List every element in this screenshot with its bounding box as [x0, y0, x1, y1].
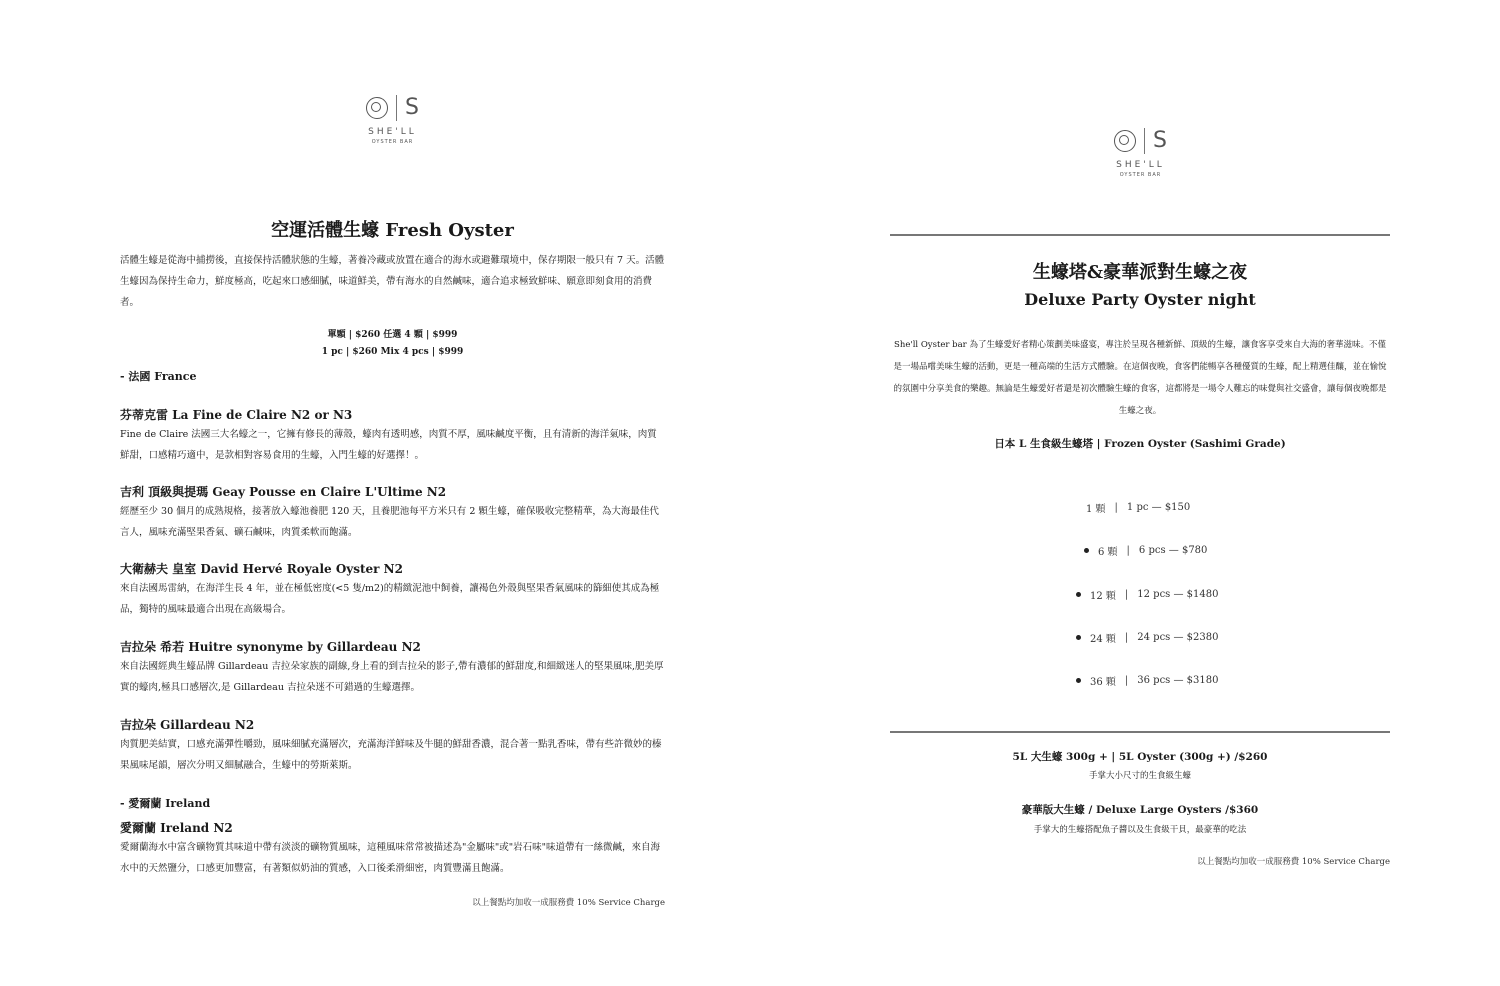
logo-name: SHE'LL [368, 127, 417, 137]
item-desc: 肉質肥美結實，口感充滿彈性嚼勁，風味細膩充滿層次，充滿海洋鮮味及牛腿的鮮甜香濃，混合著一點乳香味，帶有些許微妙的榛果風味尾韻，層次分明又細膩融合，生蠔中的勞斯萊斯。 [120, 739, 662, 771]
bullet-icon [1084, 548, 1089, 553]
large-oyster-sub: 手掌大小尺寸的生食級生蠔 [1088, 771, 1191, 781]
tower-row-en: 6 pcs — $780 [1138, 545, 1208, 556]
item-name: 吉拉朵 Gillardeau N2 [120, 718, 255, 732]
price-line-cn: 單顆 | $260 任選 4 顆 | $999 [327, 330, 458, 340]
tower-row-en: 24 pcs — $2380 [1137, 632, 1219, 643]
logo-name: SHE'LL [1116, 160, 1165, 170]
tower-row-cn: 36 顆 [1090, 677, 1116, 688]
intro-paragraph: She'll Oyster bar 為了生蠔愛好者精心策劃美味盛宴，專注於呈現各種新鮮、頂級的生蠔，讓食客享受來自大海的奢華滋味。不僅是一場品嚐美味生蠔的活動，更是一種高端的生活方式體驗。在這個夜晚，食客們能暢享各種優質的生蠔，配上精選佳釀，並在愉悅的氛圍中分享美食的樂趣。無論是生蠔愛好者還是初次體驗生蠔的食客，這都將是一場令人難忘的味覺與社交盛會，讓每個夜晚都是生蠔之夜。 [893, 340, 1387, 416]
logo-sub: OYSTER BAR [1119, 172, 1162, 178]
service-charge-note: 以上餐點均加收一成服務費 10% Service Charge [472, 898, 665, 908]
item-name: 吉利 頂級與提瑪 Geay Pousse en Claire L'Ultime N2 [120, 485, 447, 499]
item-desc: 來自法國經典生蠔品牌 Gillardeau 吉拉朵家族的副線,身上看的到吉拉朵的影子,帶有濃郁的鮮甜度,和細緻迷人的堅果風味,肥美厚實的蠔肉,極具口感層次,是 Gillardeau 吉拉朵迷不可錯過的生蠔選擇。 [120, 661, 664, 693]
tower-row-cn: 1 顆 [1086, 504, 1106, 515]
tower-row-cn: 12 顆 [1090, 591, 1116, 602]
item-desc: 經歷至少 30 個月的成熟規格，接著放入蠔池養肥 120 天，且養肥池每平方米只有 2 顆生蠔，確保吸收完整精華，為大海最佳代言人，風味充滿堅果香氣、礦石鹹味，肉質柔軟而飽滿。 [120, 506, 659, 538]
tower-row: 6 顆 | 6 pcs — $780 [1084, 543, 1207, 558]
service-charge-note: 以上餐點均加收一成服務費 10% Service Charge [1197, 857, 1390, 867]
tower-row-en: 12 pcs — $1480 [1137, 589, 1219, 600]
logo-circle-icon [366, 97, 388, 119]
price-line-en: 1 pc | $260 Mix 4 pcs | $999 [321, 347, 464, 357]
logo-circle-icon [1114, 130, 1136, 152]
item-name: 大衛赫夫 皇室 David Hervé Royale Oyster N2 [120, 562, 403, 576]
logo-sub: OYSTER BAR [371, 139, 414, 145]
logo-s-icon: S [1153, 128, 1167, 153]
item-desc: 來自法國馬雷納，在海洋生長 4 年，並在極低密度(<5 隻/m2)的精緻泥池中飼養，讓褐色外殼與堅果香氣風味的篩細使其成為極品，獨特的風味最適合出現在高級場合。 [120, 583, 660, 615]
bullet-icon [1076, 635, 1081, 640]
logo [350, 95, 435, 145]
deluxe-oyster-title: 豪華版大生蠔 / Deluxe Large Oysters /$360 [1021, 804, 1259, 816]
large-oyster-title: 5L 大生蠔 300g + | 5L Oyster (300g +) /$260 [1012, 751, 1268, 763]
item-desc: 愛爾蘭海水中富含礦物質其味道中帶有淡淡的礦物質風味，這種風味常常被描述為"金屬味"或"岩石味"味道帶有一絲微鹹，來自海水中的天然鹽分，口感更加豐富，有著類似奶油的質感，入口後柔滑細密，肉質豐滿且飽滿。 [120, 842, 660, 874]
page-title: 空運活體生蠔 Fresh Oyster [271, 220, 514, 241]
logo-s-icon: S [405, 95, 419, 120]
deluxe-oyster-sub: 手掌大的生蠔搭配魚子醬以及生食級干貝，最豪華的吃法 [1033, 825, 1247, 835]
divider [890, 234, 1390, 236]
section-france: - 法國 France [120, 370, 197, 383]
page-title-en: Deluxe Party Oyster night [1024, 290, 1256, 309]
item-desc: Fine de Claire 法國三大名蠔之一，它擁有修長的薄殼，蠔肉有透明感，肉質不厚，風味鹹度平衡，且有清新的海洋氣味，肉質鮮甜，口感精巧適中，是款相對容易食用的生蠔，入門生蠔的好選擇！。 [120, 429, 657, 461]
logo [1098, 128, 1183, 178]
tower-row-cn: 6 顆 [1098, 547, 1118, 558]
item-name: 吉拉朵 希若 Huitre synonyme by Gillardeau N2 [120, 640, 421, 654]
bullet-icon [1076, 592, 1081, 597]
section-ireland: - 愛爾蘭 Ireland [120, 797, 211, 810]
tower-row: 36 顆 | 36 pcs — $3180 [1076, 673, 1219, 688]
item-name: 愛爾蘭 Ireland N2 [120, 821, 233, 835]
tower-row-en: 36 pcs — $3180 [1137, 675, 1219, 686]
tower-row: 24 顆 | 24 pcs — $2380 [1076, 630, 1219, 645]
bullet-icon [1076, 678, 1081, 683]
tower-row-cn: 24 顆 [1090, 634, 1116, 645]
tower-row: 12 顆 | 12 pcs — $1480 [1076, 587, 1219, 602]
intro-paragraph: 活體生蠔是從海中捕撈後，直接保持活體狀態的生蠔，著養冷藏或放置在適合的海水或避難環境中，保存期限一般只有 7 天。活體生蠔因為保持生命力，鮮度極高，吃起來口感細膩，味道鮮美，帶有海水的自然鹹味，適合追求極致鮮味、願意即刻食用的消費者。 [120, 255, 665, 308]
divider [890, 731, 1390, 733]
tower-row: 1 顆 | 1 pc — $150 [1086, 502, 1191, 515]
page-title-cn: 生蠔塔&豪華派對生蠔之夜 [1032, 262, 1248, 283]
item-name: 芬蒂克雷 La Fine de Claire N2 or N3 [120, 408, 353, 422]
tower-title: 日本 L 生食級生蠔塔 | Frozen Oyster (Sashimi Grade) [994, 438, 1286, 450]
tower-row-en: 1 pc — $150 [1126, 502, 1191, 513]
